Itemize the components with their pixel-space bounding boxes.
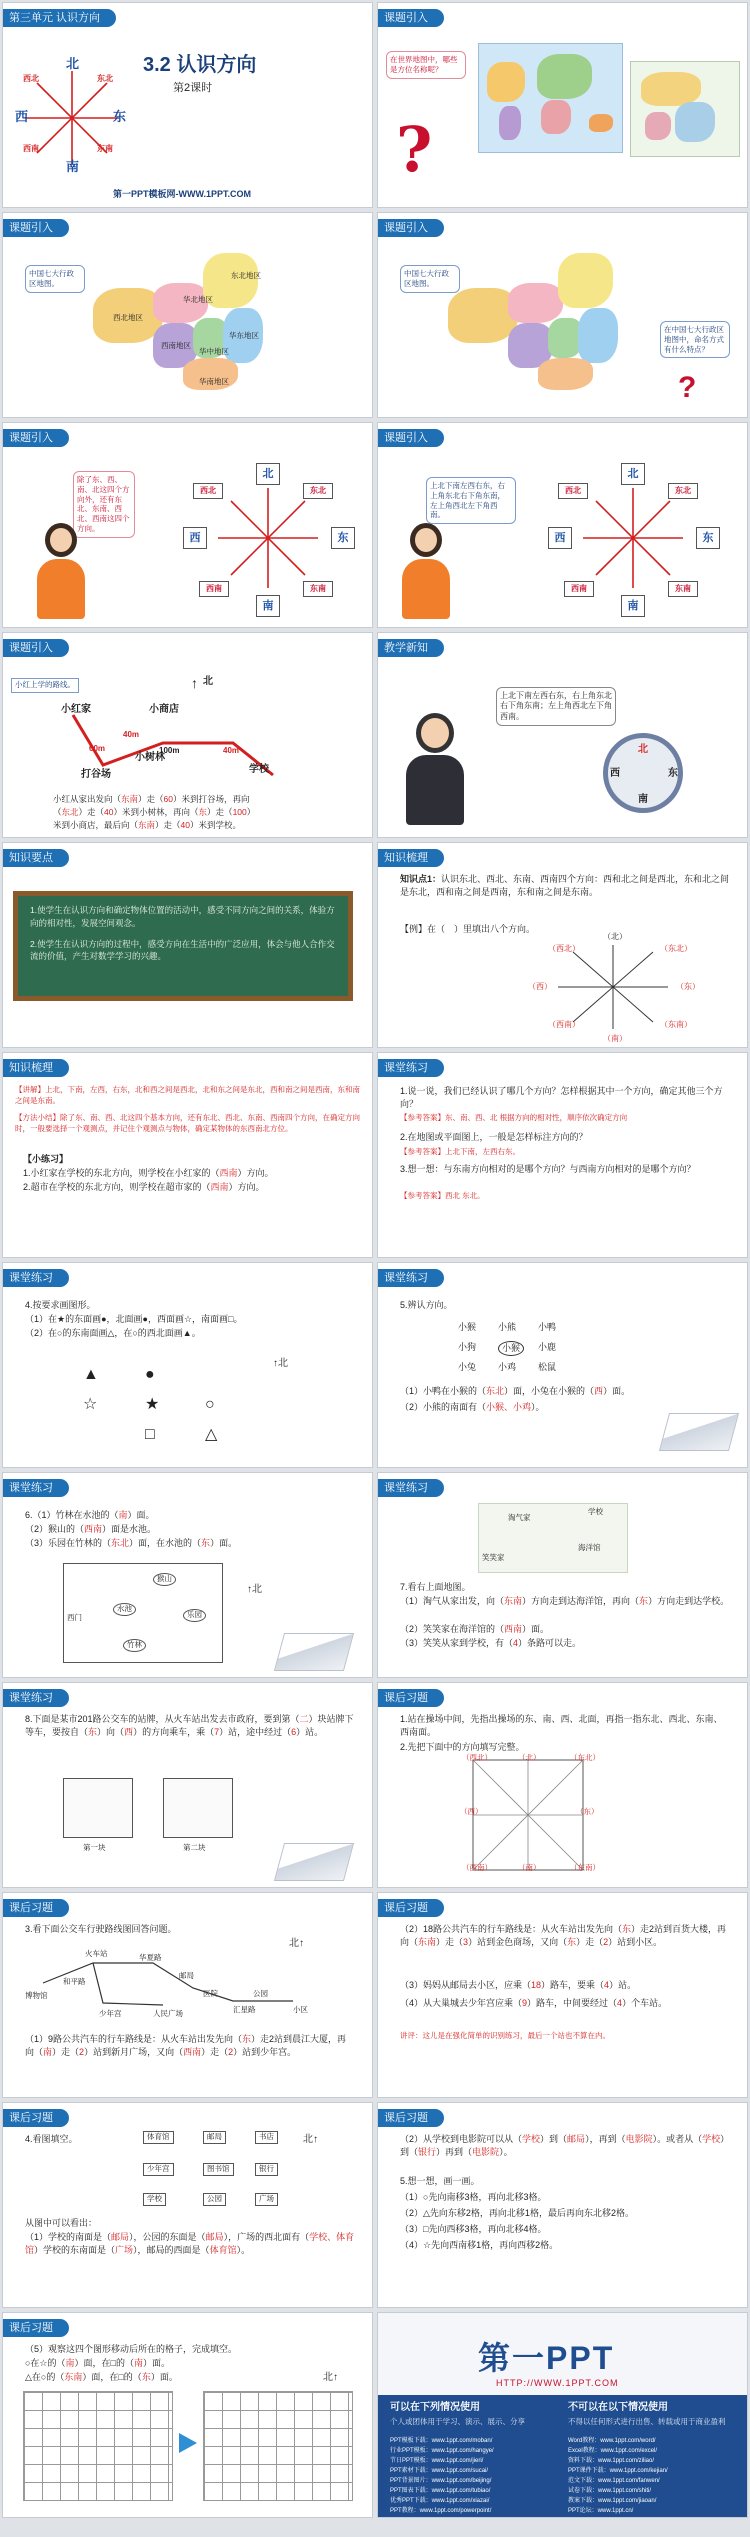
dir-box-northeast: 东北 <box>303 483 333 499</box>
dist-label: 100m <box>159 746 180 755</box>
ans-northwest: （西北） <box>462 1753 492 1762</box>
compass-north: 北 <box>638 744 648 755</box>
place-box: 广场 <box>255 2193 278 2206</box>
teacher-figure <box>400 713 470 833</box>
dir-box-north: 北 <box>256 463 280 485</box>
place-label: 乐园 <box>183 1609 206 1622</box>
place-label: 猴山 <box>153 1573 176 1586</box>
dir-box-east: 东 <box>331 527 355 549</box>
link[interactable]: 范文下载：www.1ppt.com/fanwen/ <box>568 2478 660 2484</box>
link[interactable]: 行业PPT模板：www.1ppt.com/hangye/ <box>390 2448 494 2454</box>
slide-12[interactable] <box>377 1052 748 1258</box>
shape: □ <box>145 1426 155 1443</box>
question-bubble: 在中国七大行政区地图中，命名方式有什么特点？ <box>660 321 730 358</box>
slide-header: 课题引入 <box>3 429 69 447</box>
requirement-1: （1）在★的东面画●，北面画●，西面画☆，南面画□。 <box>25 1314 243 1324</box>
map-label: 淘气家 <box>508 1513 531 1522</box>
dir-southwest: 西南 <box>23 144 39 153</box>
speech-bubble: 上北下南左西右东，右上角东北右下角东南，左上角西北左下角西南。 <box>426 477 516 524</box>
stop-label: 华夏路 <box>139 1953 162 1962</box>
question: 7.看右上面地图。 <box>400 1582 471 1592</box>
example-line: 【例】在（ ）里填出八个方向。 <box>400 924 536 934</box>
allowed-title: 可以在下列情况使用 <box>390 2402 480 2413</box>
slide-5[interactable] <box>2 422 373 628</box>
shape: △ <box>205 1426 218 1443</box>
slide-11[interactable] <box>2 1052 373 1258</box>
stop-label: 和平路 <box>63 1977 86 1986</box>
ans-south: （南） <box>518 1863 541 1872</box>
ans-northeast: （东北） <box>660 944 692 953</box>
dir-east: 东 <box>113 109 127 124</box>
slide-7[interactable] <box>2 632 373 838</box>
question-5: 5.想一想，画一画。 <box>400 2176 480 2186</box>
answer-2: （2）笑笑家在海洋馆的（西南）面。 <box>400 1624 550 1634</box>
compass-west: 西 <box>610 768 620 779</box>
answer-1: （1）小鸭在小猴的（东北）面，小兔在小猴的（西）面。 <box>400 1386 631 1396</box>
north-arrow: 北↑ <box>323 2372 338 2383</box>
pen-notebook-icon <box>274 1843 354 1881</box>
question: 5.辨认方向。 <box>400 1300 453 1310</box>
dir-box-northwest: 西北 <box>558 483 588 499</box>
slide-10[interactable] <box>377 842 748 1048</box>
slide-header: 课后习题 <box>378 1899 444 1917</box>
slide-15[interactable] <box>2 1472 373 1678</box>
answer-2: 【参考答案】上北下南，左西右东。 <box>400 1147 520 1156</box>
goal-2: 2.使学生在认识方向的过程中，感受方向在生活中的广泛应用，体会与他人合作交流的价值，产生对数学学习的兴趣。 <box>30 938 335 962</box>
ans-north: （北） <box>518 1753 541 1762</box>
link[interactable]: PPT图表下载：www.1ppt.com/tubiao/ <box>390 2488 491 2494</box>
question-1: 6.（1）竹林在水池的（南）面。 <box>25 1510 155 1520</box>
sign-label: 第一块 <box>83 1843 106 1852</box>
north-arrow: ↑ <box>191 675 198 691</box>
answer-1: （1）淘气从家出发，向（东南）方向走到达海洋馆，再向（东）方向走到达学校。 <box>400 1596 730 1606</box>
dist-label: 40m <box>123 730 140 739</box>
animal: 小狗 <box>458 1342 477 1352</box>
allowed-text: 个人或团体用于学习、演示、展示、分享 <box>390 2417 525 2426</box>
practice-title: 【小练习】 <box>23 1154 69 1164</box>
slide-header: 课后习题 <box>378 1689 444 1707</box>
slide-header: 课堂练习 <box>378 1059 444 1077</box>
sign-label: 第二块 <box>183 1843 206 1852</box>
ans-northwest: （西北） <box>548 944 580 953</box>
animal: 小兔 <box>458 1362 477 1372</box>
stop-label: 小区 <box>293 2005 308 2014</box>
question-3: 3.想一想：与东南方向相对的是哪个方向？与西南方向相对的是哪个方向？ <box>400 1164 696 1174</box>
link[interactable]: PPT课件下载：www.1ppt.com/kejian/ <box>568 2468 668 2474</box>
slide-18[interactable] <box>377 1682 748 1888</box>
world-map <box>478 43 623 153</box>
dir-box-west: 西 <box>548 527 572 549</box>
shape: ● <box>145 1366 155 1383</box>
place-woods: 小树林 <box>135 752 165 763</box>
slide-23[interactable] <box>2 2312 373 2518</box>
slide-header: 课题引入 <box>378 9 444 27</box>
slide-6[interactable] <box>377 422 748 628</box>
slide-17[interactable] <box>2 1682 373 1888</box>
dir-box-south: 南 <box>256 595 280 617</box>
map-label: 笑笑家 <box>482 1553 505 1562</box>
region-label: 西北地区 <box>113 313 143 322</box>
ans-northeast: （东北） <box>570 1753 600 1762</box>
answer-1: （1）9路公共汽车的行车路线是：从火车站出发先向（东）走2站到晨江大厦，再向（南）走（2）站到新月广场，又向（西南）走（2）站到少年宫。 <box>25 2034 347 2058</box>
blank-1: ○在☆的（南）面，在□的（南）面。 <box>25 2358 170 2368</box>
slide-4[interactable] <box>377 212 748 418</box>
slide-2[interactable] <box>377 2 748 208</box>
slide-24[interactable] <box>377 2312 748 2518</box>
question: 8.下面是某市201路公交车的站牌，从火车站出发去市政府，要到第（二）块站牌下等车，要按自（东）向（西）的方向乘车，乘（7）站，途中经过（6）站。 <box>25 1714 354 1738</box>
dir-box-east: 东 <box>696 527 720 549</box>
link[interactable]: Word教程：www.1ppt.com/word/ <box>568 2438 656 2444</box>
knowledge-text: 知识点1：认识东北、西北、东南、西南四个方向：西和北之间是西北，东和北之间是东北，西和南之间是西南，东和南之间是东南。 <box>400 874 730 898</box>
region-label: 东北地区 <box>231 271 261 280</box>
dir-box-south: 南 <box>621 595 645 617</box>
link[interactable]: 优秀PPT下载：www.1ppt.com/xiazai/ <box>390 2498 490 2504</box>
answer-4: （4）从大巢城去少年宫应乘（9）路车，中间要经过（4）个车站。 <box>400 1998 668 2008</box>
slide-header: 知识要点 <box>3 849 69 867</box>
slide-header: 课堂练习 <box>3 1689 69 1707</box>
ans-southeast: （东南） <box>570 1863 600 1872</box>
dir-west: 西 <box>15 109 29 124</box>
ans-east: （东） <box>676 982 700 991</box>
question-1: 1.说一说，我们已经认识了哪几个方向？怎样根据其中一个方向，确定其他三个方向？ <box>400 1086 723 1110</box>
forbidden-title: 不可以在以下情况使用 <box>568 2402 668 2413</box>
lesson-label: 第2课时 <box>173 82 213 94</box>
animal: 小鹿 <box>538 1342 557 1352</box>
slide-header: 课堂练习 <box>378 1479 444 1497</box>
grid-before <box>23 2391 173 2501</box>
stop-label: 汇星路 <box>233 2005 256 2014</box>
slide-header: 课题引入 <box>378 219 444 237</box>
link[interactable]: 资料下载：www.1ppt.com/ziliao/ <box>568 2458 655 2464</box>
compass-south: 南 <box>638 794 648 805</box>
slide-header: 课后习题 <box>3 1899 69 1917</box>
link[interactable]: PPT论坛：www.1ppt.cn/ <box>568 2508 634 2514</box>
grid-after <box>203 2391 353 2501</box>
ans-southwest: （西南） <box>462 1863 492 1872</box>
step-1: （1）○先向南移3格，再向北移3格。 <box>400 2192 547 2202</box>
slide-title: 3.2 认识方向 <box>143 54 257 76</box>
place-home: 小红家 <box>61 704 91 715</box>
stop-label: 少年宫 <box>99 2009 122 2018</box>
speech-bubble: 上北下南左西右东，右上角东北右下角东南；左上角西北左下角西南。 <box>496 687 616 726</box>
question-2: 2.先把下面中的方向填写完整。 <box>400 1742 525 1752</box>
pen-notebook-icon <box>274 1633 354 1671</box>
slide-header: 教学新知 <box>378 639 444 657</box>
dir-box-north: 北 <box>621 463 645 485</box>
question-2: （2）猴山的（西南）面是水池。 <box>25 1524 157 1534</box>
place-box: 邮局 <box>203 2131 226 2144</box>
map-label: 海洋馆 <box>578 1543 601 1552</box>
map-label: 学校 <box>588 1507 603 1516</box>
dir-box-northwest: 西北 <box>193 483 223 499</box>
question-3: （3）乐园在竹林的（东北）面，在水池的（东）面。 <box>25 1538 238 1548</box>
animal: 松鼠 <box>538 1362 557 1372</box>
stop-label: 博物馆 <box>25 1991 48 2000</box>
speech-bubble: 中国七大行政区地图。 <box>400 265 460 293</box>
animal: 小熊 <box>498 1322 517 1332</box>
dir-northeast: 东北 <box>97 74 113 83</box>
link[interactable]: PPT教程：www.1ppt.com/powerpoint/ <box>390 2508 492 2514</box>
answer-2: （2）小熊的南面有（小猴、小鸡）。 <box>400 1402 545 1412</box>
pen-notebook-icon <box>659 1413 739 1451</box>
ans-north: （北） <box>603 932 627 941</box>
question-1: 1.站在操场中间，先指出操场的东、南、西、北面，再指一指东北、西北、东南、西南面。 <box>400 1714 723 1738</box>
north-arrow: ↑北 <box>247 1584 262 1595</box>
answer-2: （2）从学校到电影院可以从（学校）到（邮局），再到（电影院）。或者从（学校）到（银行）再到（电影院）。 <box>400 2134 730 2158</box>
link[interactable]: PPT素材下载：www.1ppt.com/sucai/ <box>390 2468 489 2474</box>
stop-label: 医院 <box>203 1989 218 1998</box>
question: （5）观察这四个图形移动后所在的格子，完成填空。 <box>25 2344 238 2354</box>
blank-2: △在○的（东南）面，在□的（东）面。 <box>25 2372 178 2382</box>
link[interactable]: Excel教程：www.1ppt.com/excel/ <box>568 2448 658 2454</box>
speech-bubble: 在世界地图中，哪些是方位名称呢？ <box>386 51 466 79</box>
dir-southeast: 东南 <box>97 144 113 153</box>
method-text: 【方法小结】除了东、南、西、北这四个基本方向，还有东北、西北、东南、西南四个方向，在确定方向时，一般要选择一个观测点，并记住个观测点与物体，确定某物体的东西南北方位。 <box>15 1113 360 1133</box>
answer-1: （1）学校的南面是（邮局），公园的东面是（邮局），广场的西北面有（学校、体育馆）学校的东南面是（广场），邮局的西面是（体育馆）。 <box>25 2232 355 2256</box>
dir-box-southeast: 东南 <box>668 581 698 597</box>
place-box: 学校 <box>143 2193 166 2206</box>
answer-3: （3）妈妈从邮局去小区，应乘（18）路车，要乘（4）站。 <box>400 1980 637 1990</box>
practice-q1: 1.小红家在学校的东北方向，则学校在小红家的（西南）方向。 <box>23 1168 274 1178</box>
dir-northwest: 西北 <box>23 74 39 83</box>
compass-east: 东 <box>668 768 678 779</box>
unit-header: 第三单元 认识方向 <box>3 9 116 27</box>
slide-header: 课题引入 <box>378 429 444 447</box>
animal: 小鸭 <box>538 1322 557 1332</box>
route-answer-line3: 米到小商店，最后向（东南）走（40）米到学校。 <box>53 820 242 830</box>
answer-3: （3）笑笑从家到学校，有（4）条路可以走。 <box>400 1638 582 1648</box>
teacher-figure <box>31 523 91 623</box>
place-field: 打谷场 <box>81 769 111 780</box>
route-answer-line2: （东北）走（40）米到小树林，再向（东）走（100） <box>53 807 256 817</box>
question: 4.看图填空。 <box>25 2134 78 2144</box>
dir-south: 南 <box>66 159 80 174</box>
chalkboard <box>13 891 353 1001</box>
arrow-right-icon <box>179 2433 197 2453</box>
question-mark-icon: ? <box>678 371 697 404</box>
step-2: （2）△先向东移2格，再向北移1格，最后再向东北移2格。 <box>400 2208 634 2218</box>
answer-3: 【参考答案】西北 东北。 <box>400 1191 485 1200</box>
slide-header: 课后习题 <box>3 2109 69 2127</box>
stop-label: 人民广场 <box>153 2009 183 2018</box>
place-label: 竹林 <box>123 1639 146 1652</box>
dir-north: 北 <box>66 56 80 71</box>
north-arrow: 北↑ <box>289 1938 304 1949</box>
link[interactable]: 节日PPT模板：www.1ppt.com/jieri/ <box>390 2458 484 2464</box>
shape: ○ <box>205 1396 215 1413</box>
slide-header: 知识梳理 <box>3 1059 69 1077</box>
bus-sign <box>163 1778 233 1838</box>
animal: 小猴 <box>458 1322 477 1332</box>
shape: ☆ <box>83 1396 98 1413</box>
stop-label: 公园 <box>253 1989 268 1998</box>
china-map <box>448 253 628 403</box>
link[interactable]: PPT背景图片：www.1ppt.com/beijing/ <box>390 2478 492 2484</box>
slide-8[interactable] <box>377 632 748 838</box>
question: 4.按要求画图形。 <box>25 1300 96 1310</box>
slide-header: 课后习题 <box>3 2319 69 2337</box>
dir-box-southwest: 西南 <box>199 581 229 597</box>
dir-box-southwest: 西南 <box>564 581 594 597</box>
place-box: 银行 <box>255 2163 278 2176</box>
slide-20[interactable] <box>377 1892 748 2098</box>
region-label: 华东地区 <box>229 331 259 340</box>
ans-east: （东） <box>576 1807 599 1816</box>
slide-13[interactable] <box>2 1262 373 1468</box>
requirement-2: （2）在○的东南面画△，在○的西北面画▲。 <box>25 1328 201 1338</box>
shape: ▲ <box>83 1366 99 1383</box>
region-label: 华北地区 <box>183 295 213 304</box>
animal: 小猴 <box>498 1341 524 1356</box>
teacher-tip: 讲评：这儿是在强化简单的识别练习，最后一个站也不算在内。 <box>400 2031 610 2040</box>
dir-box-west: 西 <box>183 527 207 549</box>
step-4: （4）☆先向西南移1格，再向西移2格。 <box>400 2240 559 2250</box>
stop-label: 邮局 <box>179 1971 194 1980</box>
question: 3.看下面公交车行驶路线图回答问题。 <box>25 1924 177 1934</box>
asia-map <box>630 61 740 157</box>
place-label: 西门 <box>67 1613 82 1622</box>
slide-9[interactable] <box>2 842 373 1048</box>
slide-14[interactable] <box>377 1262 748 1468</box>
dir-box-northeast: 东北 <box>668 483 698 499</box>
slide-19[interactable] <box>2 1892 373 2098</box>
link[interactable]: PPT模板下载：www.1ppt.com/moban/ <box>390 2438 493 2444</box>
answer-1: 【参考答案】东、南、西、北 根据方向的相对性，顺序依次确定方向 <box>400 1113 628 1122</box>
place-box: 少年宫 <box>143 2163 174 2176</box>
ans-southeast: （东南） <box>660 1020 692 1029</box>
bus-sign <box>63 1778 133 1838</box>
north-arrow: 北↑ <box>303 2134 318 2145</box>
teacher-figure <box>396 523 456 623</box>
north-label: 北 <box>203 676 213 687</box>
slide-22[interactable] <box>377 2102 748 2308</box>
answer-2: （2）18路公共汽车的行车路线是：从火车站出发先向（东）走2站到百货大楼，再向（东南）走（3）站到金色商场，又向（东）走（2）站到小区。 <box>400 1924 727 1948</box>
ans-south: （南） <box>603 1034 627 1043</box>
slide-header: 知识梳理 <box>378 849 444 867</box>
region-label: 西南地区 <box>161 341 191 350</box>
route-answer-line1: 小红从家出发向（东南）走（60）米到打谷场，再向 <box>53 794 250 804</box>
step-3: （3）□先向西移3格，再向北移4格。 <box>400 2224 547 2234</box>
slide-16[interactable] <box>377 1472 748 1678</box>
speech-bubble: 除了东、西、南、北这四个方向外，还有东北、东南、西北、西南这四个方向。 <box>73 471 135 538</box>
site-credit: 第一PPT模板网-WWW.1PPT.COM <box>113 189 251 199</box>
goal-1: 1.使学生在认识方向和确定物体位置的活动中，感受不同方向之间的关系，体验方向的相对性，发展空间观念。 <box>30 905 335 928</box>
region-label: 华南地区 <box>199 377 229 386</box>
slide-21[interactable] <box>2 2102 373 2308</box>
forbidden-text: 不得以任何形式进行出售、转载或用于商业盈利 <box>568 2417 726 2426</box>
slide-header: 课题引入 <box>3 219 69 237</box>
slide-header: 课堂练习 <box>3 1479 69 1497</box>
question-mark-icon: ? <box>396 113 433 186</box>
place-label: 水池 <box>113 1603 136 1616</box>
direction-square <box>468 1755 588 1875</box>
ans-west: （西） <box>528 982 552 991</box>
brand-url: HTTP://WWW.1PPT.COM <box>496 2378 619 2388</box>
slide-header: 课堂练习 <box>378 1269 444 1287</box>
place-box: 书店 <box>255 2131 278 2144</box>
explain-text: 【讲解】上北，下南，左西，右东，北和西之间是西北，北和东之间是东北，西和南之间是西南，东和南之间是东南。 <box>15 1085 360 1105</box>
ans-west: （西） <box>460 1807 483 1816</box>
place-school: 学校 <box>249 764 269 775</box>
link[interactable]: 试卷下载：www.1ppt.com/shiti/ <box>568 2488 652 2494</box>
slide-1[interactable] <box>2 2 373 208</box>
practice-q2: 2.超市在学校的东北方向，则学校在超市家的（西南）方向。 <box>23 1182 265 1192</box>
brand-logo: 第一PPT <box>478 2340 615 2376</box>
animal: 小鸡 <box>498 1362 517 1372</box>
slide-header: 课题引入 <box>3 639 69 657</box>
route-note: 小红上学的路线。 <box>11 678 79 693</box>
question-2: 2.在地图或平面图上，一般是怎样标注方向的？ <box>400 1132 588 1142</box>
slide-header: 课堂练习 <box>3 1269 69 1287</box>
north-arrow: ↑北 <box>273 1358 288 1369</box>
link[interactable]: 教案下载：www.1ppt.com/jiaoan/ <box>568 2498 657 2504</box>
dist-label: 40m <box>223 746 240 755</box>
slide-header: 课后习题 <box>378 2109 444 2127</box>
place-box: 公园 <box>203 2193 226 2206</box>
place-box: 体育馆 <box>143 2131 174 2144</box>
place-shop: 小商店 <box>149 704 179 715</box>
slide-3[interactable] <box>2 212 373 418</box>
shape: ★ <box>145 1396 160 1413</box>
dist-label: 60m <box>89 744 106 753</box>
speech-bubble: 中国七大行政区地图。 <box>25 265 85 293</box>
intro: 从图中可以看出： <box>25 2218 98 2228</box>
dir-box-southeast: 东南 <box>303 581 333 597</box>
place-box: 图书馆 <box>203 2163 234 2176</box>
stop-label: 火车站 <box>85 1949 108 1958</box>
region-label: 华中地区 <box>199 347 229 356</box>
ans-southwest: （西南） <box>548 1020 580 1029</box>
